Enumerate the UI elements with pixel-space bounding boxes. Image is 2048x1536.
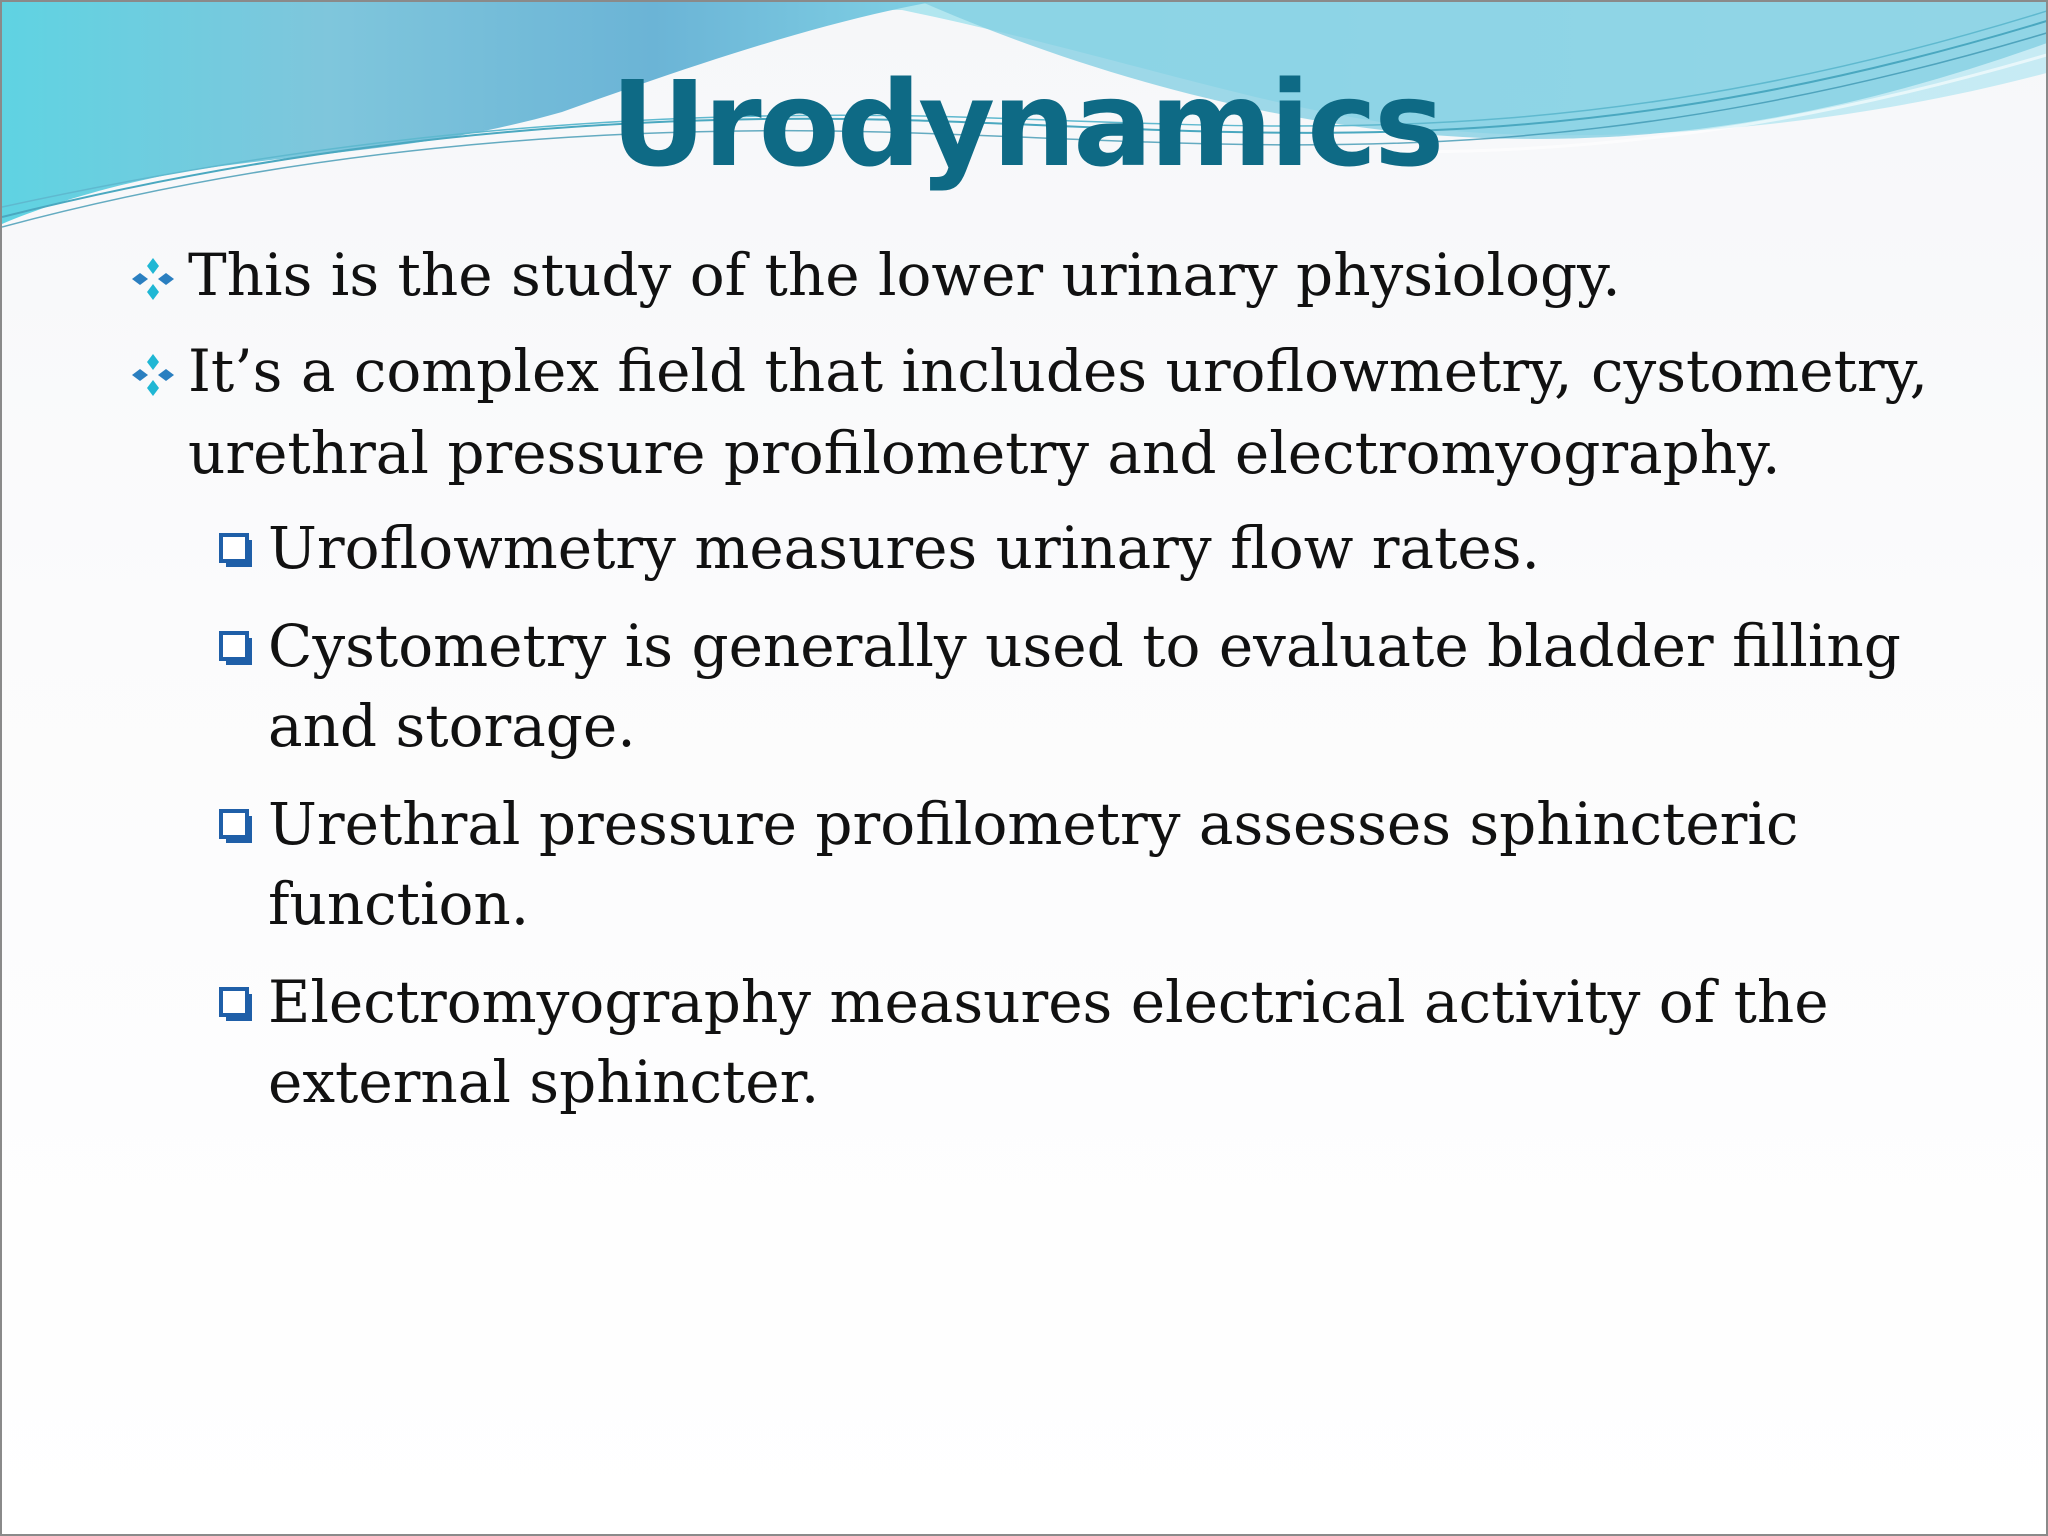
sub-bullet-text: Electromyography measures electrical activity of the external sphincter. xyxy=(268,968,1829,1116)
hollow-square-bullet-icon xyxy=(218,986,254,1022)
hollow-square-bullet-icon xyxy=(218,532,254,568)
bullet-item xyxy=(2,234,1988,316)
sub-bullet-item xyxy=(2,784,1908,944)
hollow-square-bullet-icon xyxy=(218,808,254,844)
sub-bullet-text: Uroflowmetry measures urinary flow rates. xyxy=(268,514,1540,582)
sub-bullet-item xyxy=(2,962,1908,1122)
slide-body xyxy=(2,234,2048,1140)
bullet-text: This is the study of the lower urinary physiology. xyxy=(188,241,1621,309)
slide-title: Urodynamics xyxy=(610,55,1442,193)
sub-bullet-text: Urethral pressure profilometry assesses sphincteric function. xyxy=(268,790,1799,938)
sub-bullet-item xyxy=(2,606,1908,766)
bullet-text: It’s a complex field that includes uroflowmetry, cystometry, urethral pressure profilometry and electromyography. xyxy=(188,337,1929,487)
sub-bullet-text: Cystometry is generally used to evaluate bladder filling and storage. xyxy=(268,612,1901,760)
four-diamond-bullet-icon xyxy=(130,352,176,398)
sub-bullet-item xyxy=(2,508,1908,588)
hollow-square-bullet-icon xyxy=(218,630,254,666)
four-diamond-bullet-icon xyxy=(130,256,176,302)
bullet-item xyxy=(2,330,1988,494)
